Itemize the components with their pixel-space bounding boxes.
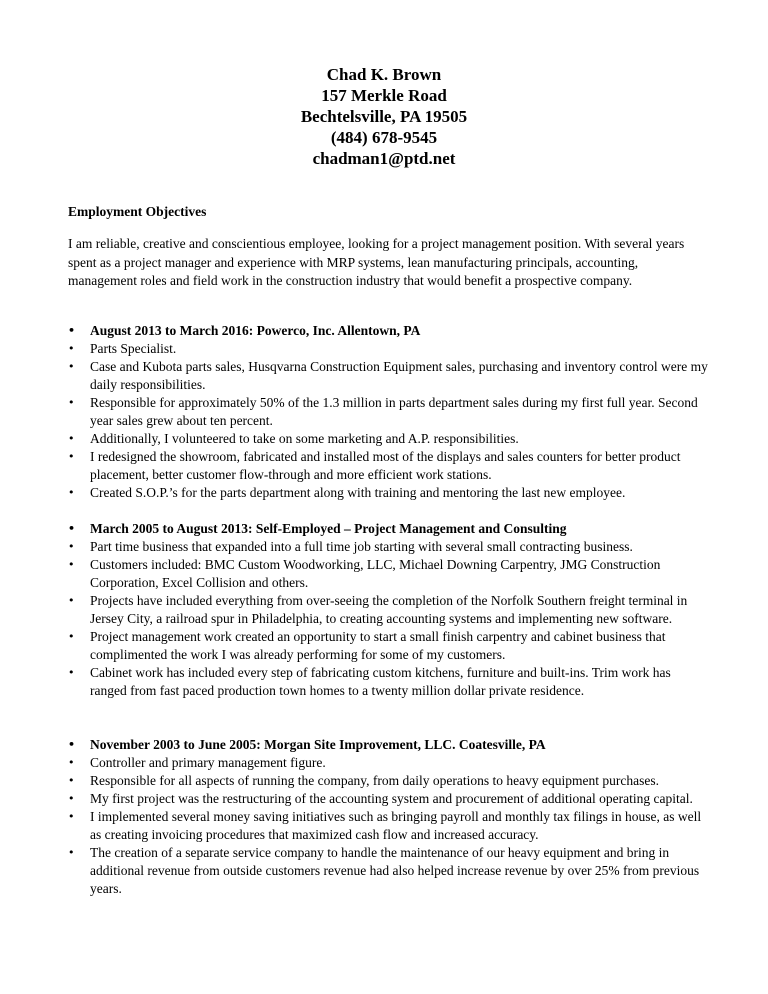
list-item-text: The creation of a separate service company to handle the maintenance of our heavy equipment and bring in additional revenue from outside customers revenue had also helped increase revenue by over 25% from previous years. [90,845,700,896]
bullet-icon: • [68,666,75,679]
list-item [68,790,708,808]
list-item [68,664,708,700]
bullet-icon: • [68,738,76,751]
list-item-text: Responsible for all aspects of running the company, from daily operations to heavy equipment purchases. [90,773,659,788]
bullet-icon: • [68,396,75,409]
list-item [68,484,708,502]
bullet-icon: • [68,558,75,571]
bullet-icon: • [68,360,75,373]
bullet-icon: • [68,594,75,607]
bullet-icon: • [68,846,75,859]
list-item-text: Part time business that expanded into a full time job starting with several small contracting business. [90,539,633,554]
list-item [68,358,708,394]
bullet-icon: • [68,342,75,355]
job-title-text: August 2013 to March 2016: Powerco, Inc. Allentown, PA [90,323,421,338]
list-item [68,772,708,790]
list-item-text: Cabinet work has included every step of fabricating custom kitchens, furniture and built-ins. Trim work has ranged from fast paced production town homes to a twenty million dollar private residence. [90,665,671,698]
list-item-text: Created S.O.P.’s for the parts department along with training and mentoring the last new employee. [90,485,626,500]
list-item-text: Responsible for approximately 50% of the 1.3 million in parts department sales during my first full year. Second year sales grew about ten percent. [90,395,698,428]
job-title-text: November 2003 to June 2005: Morgan Site Improvement, LLC. Coatesville, PA [90,737,546,752]
bullet-icon: • [68,450,75,463]
phone-number: (484) 678-9545 [330,128,438,147]
city-state-zip: Bechtelsville, PA 19505 [300,107,468,126]
list-item-text: Case and Kubota parts sales, Husqvarna Construction Equipment sales, purchasing and inventory control were my daily responsibilities. [90,359,708,392]
job-title-self-employed [68,520,708,538]
list-item [68,844,708,898]
job-title-morgan [68,736,708,754]
contact-header [0,64,768,169]
list-item-text: Project management work created an opportunity to start a small finish carpentry and cabinet business that complimented the work I was already performing for some of my customers. [90,629,666,662]
list-item [68,340,708,358]
list-item-text: My first project was the restructuring of the accounting system and procurement of additional operating capital. [90,791,693,806]
job-title-powerco [68,322,708,340]
list-item [68,394,708,430]
list-item [68,592,708,628]
bullet-icon: • [68,522,76,535]
bullet-icon: • [68,810,75,823]
list-item [68,556,708,592]
job-section-morgan [68,736,708,898]
list-item-text: I redesigned the showroom, fabricated and installed most of the displays and sales counters for better product placement, better customer flow-through and more efficient work stations. [90,449,681,482]
bullet-icon: • [68,432,75,445]
email-address: chadman1@ptd.net [312,149,456,168]
job-section-powerco [68,322,708,502]
list-item-text: Controller and primary management figure. [90,755,326,770]
applicant-name: Chad K. Brown [326,65,442,84]
list-item [68,448,708,484]
list-item [68,430,708,448]
bullet-icon: • [68,324,76,337]
list-item-text: Projects have included everything from over-seeing the completion of the Norfolk Southern freight terminal in Jersey City, a railroad spur in Philadelphia, to creating accounting systems and implementing new software. [90,593,688,626]
bullet-icon: • [68,756,75,769]
bullet-icon: • [68,792,75,805]
objectives-heading: Employment Objectives [68,204,207,219]
bullet-icon: • [68,630,75,643]
job-title-text: March 2005 to August 2013: Self-Employed – Project Management and Consulting [90,521,567,536]
job-section-self-employed [68,520,708,700]
bullet-icon: • [68,774,75,787]
list-item [68,754,708,772]
list-item [68,538,708,556]
objectives-text: I am reliable, creative and conscientious employee, looking for a project management position. With several years spent as a project manager and experience with MRP systems, lean manufacturing principals, accounting, management roles and field work in the construction industry that would benefit a prospective company. [68,236,685,288]
list-item-text: Additionally, I volunteered to take on some marketing and A.P. responsibilities. [90,431,519,446]
list-item [68,808,708,844]
list-item-text: Parts Specialist. [90,341,177,356]
bullet-icon: • [68,540,75,553]
bullet-icon: • [68,486,75,499]
street-address: 157 Merkle Road [321,86,447,105]
list-item-text: I implemented several money saving initiatives such as bringing payroll and monthly tax filings in house, as well as creating invoicing procedures that maximized cash flow and increased accuracy. [90,809,702,842]
list-item-text: Customers included: BMC Custom Woodworking, LLC, Michael Downing Carpentry, JMG Construction Corporation, Excel Collision and others. [90,557,661,590]
list-item [68,628,708,664]
